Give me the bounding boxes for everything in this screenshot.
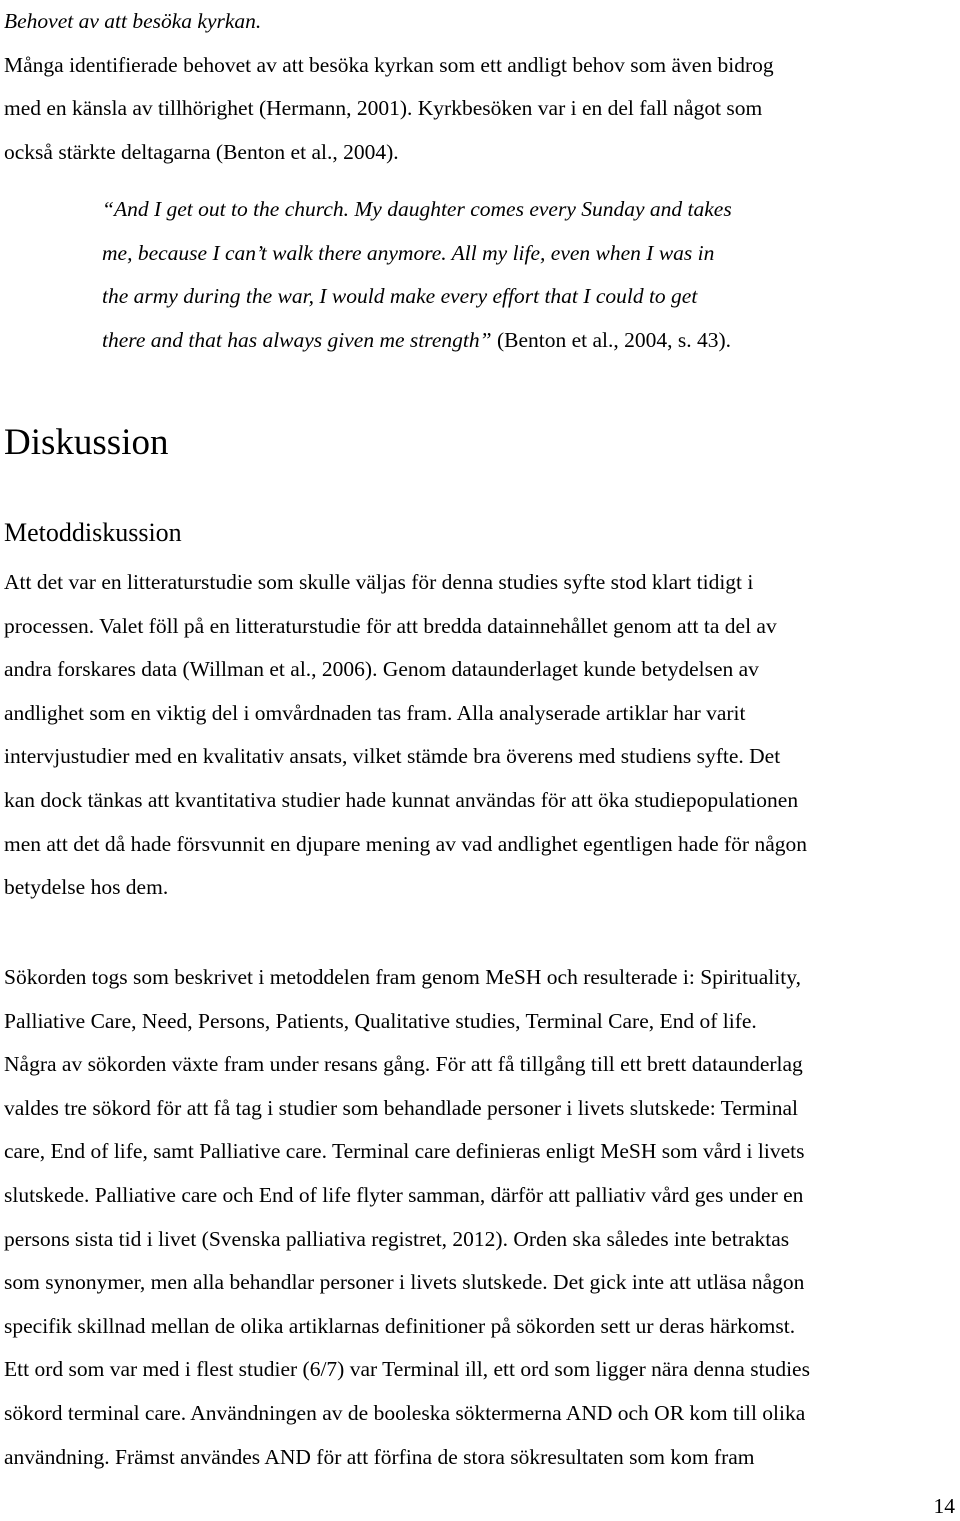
paragraph-line: Några av sökorden växte fram under resans gång. För att få tillgång till ett brett dataunderlag bbox=[4, 1052, 803, 1077]
intro-line: Många identifierade behovet av att besöka kyrkan som ett andligt behov som även bidrog bbox=[4, 52, 774, 77]
block-quote bbox=[102, 188, 952, 362]
paragraph-line: Att det var en litteraturstudie som skulle väljas för denna studies syfte stod klart tidigt i bbox=[4, 570, 754, 594]
quote-line-end: there and that has always given me strength” bbox=[102, 327, 492, 352]
quote-line: the army during the war, I would make every effort that I could to get bbox=[102, 284, 698, 309]
quote-citation: (Benton et al., 2004, s. 43). bbox=[491, 327, 732, 352]
paragraph-2 bbox=[4, 956, 954, 1479]
paragraph-line: kan dock tänkas att kvantitativa studier hade kunnat användas för att öka studiepopulationen bbox=[4, 787, 799, 812]
quote-last-line bbox=[102, 319, 952, 363]
paragraph-line: andra forskares data (Willman et al., 2006). Genom dataunderlaget kunde betydelsen av bbox=[4, 657, 759, 682]
paragraph-1 bbox=[4, 561, 954, 910]
subheading-metoddiskussion: Metoddiskussion bbox=[4, 518, 182, 547]
intro-line: med en känsla av tillhörighet (Hermann, 2001). Kyrkbesöken var i en del fall något som bbox=[4, 96, 763, 121]
paragraph-line: valdes tre sökord för att få tag i studier som behandlade personer i livets slutskede: Terminal bbox=[4, 1095, 798, 1120]
paragraph-line: specifik skillnad mellan de olika artiklarnas definitioner på sökorden sett ur deras härkomst. bbox=[4, 1313, 796, 1338]
intro-line: också stärkte deltagarna (Benton et al., 2004). bbox=[4, 139, 399, 164]
paragraph-line: sökord terminal care. Användningen av de booleska söktermerna AND och OR kom till olika bbox=[4, 1400, 806, 1425]
paragraph-line: Palliative Care, Need, Persons, Patients, Qualitative studies, Terminal Care, End of life. bbox=[4, 1008, 757, 1033]
paragraph-line: andlighet som en viktig del i omvårdnaden tas fram. Alla analyserade artiklar har varit bbox=[4, 700, 746, 725]
paragraph-line: processen. Valet föll på en litteraturstudie för att bredda datainnehållet genom att ta del av bbox=[4, 613, 777, 638]
paragraph-line: betydelse hos dem. bbox=[4, 875, 169, 900]
paragraph-line: Ett ord som var med i flest studier (6/7) var Terminal ill, ett ord som ligger nära denna studies bbox=[4, 1357, 810, 1382]
page-number: 14 bbox=[933, 1494, 955, 1518]
heading-diskussion: Diskussion bbox=[4, 422, 169, 463]
paragraph-line: men att det då hade försvunnit en djupare mening av vad andlighet egentligen hade för någon bbox=[4, 831, 807, 856]
paragraph-line: care, End of life, samt Palliative care. Terminal care definieras enligt MeSH som vård i livets bbox=[4, 1139, 805, 1164]
section-subtitle: Behovet av att besöka kyrkan. bbox=[4, 9, 262, 33]
paragraph-line: persons sista tid i livet (Svenska palliativa registret, 2012). Orden ska således inte betraktas bbox=[4, 1226, 790, 1251]
paragraph-line: som synonymer, men alla behandlar personer i livets slutskede. Det gick inte att utläsa någon bbox=[4, 1270, 805, 1295]
paragraph-line: slutskede. Palliative care och End of life flyter samman, därför att palliativ vård ges under en bbox=[4, 1182, 804, 1207]
quote-line: me, because I can’t walk there anymore. All my life, even when I was in bbox=[102, 240, 715, 265]
quote-line: “And I get out to the church. My daughter comes every Sunday and takes bbox=[102, 197, 732, 221]
paragraph-line: Sökorden togs som beskrivet i metoddelen fram genom MeSH och resulterade i: Spirituality, bbox=[4, 965, 801, 989]
paragraph-line: användning. Främst användes AND för att förfina de stora sökresultaten som kom fram bbox=[4, 1444, 755, 1469]
paragraph-line: intervjustudier med en kvalitativ ansats, vilket stämde bra överens med studiens syfte. Det bbox=[4, 744, 781, 769]
intro-section bbox=[4, 0, 954, 174]
